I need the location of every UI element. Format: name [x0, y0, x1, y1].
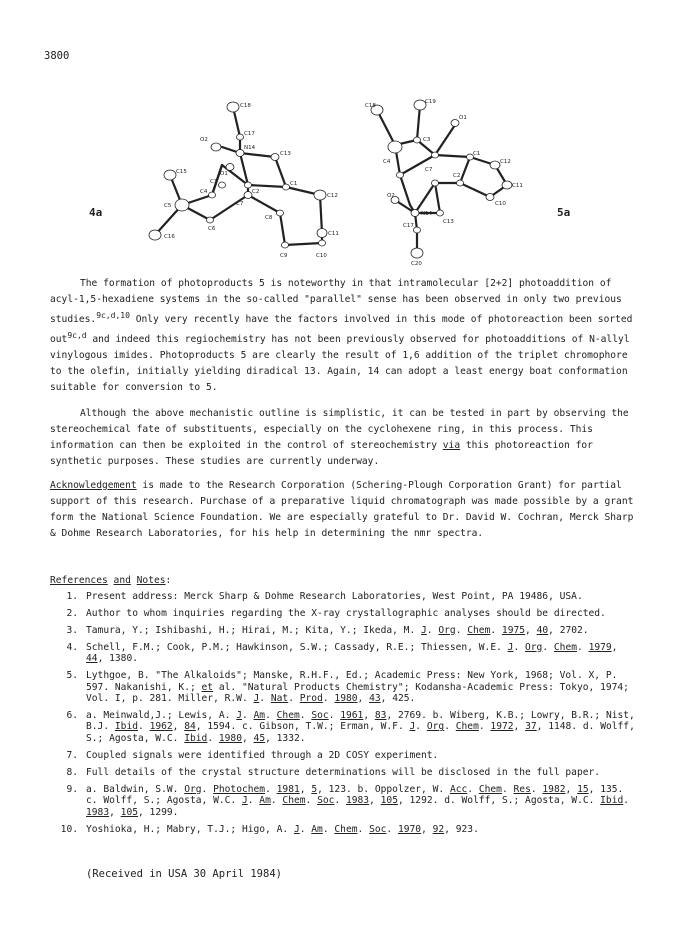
reference-number: 8.	[66, 766, 78, 778]
svg-text:C3: C3	[210, 179, 218, 185]
reference-item	[50, 608, 640, 620]
references-list	[50, 591, 640, 840]
svg-text:N14: N14	[421, 211, 433, 217]
reference-text: Full details of the crystal structure determinations will be disclosed in the full paper.	[86, 766, 601, 778]
svg-text:C12: C12	[327, 193, 338, 199]
svg-text:C2: C2	[453, 173, 461, 179]
reference-text: Lythgoe, B. "The Alkaloids"; Manske, R.H.F., Ed.; Academic Press: New York, 1968; Vol. X, P. 597. Nakanishi, K.; et al. "Natural Products Chemistry"; Kodansha-Academic Press: Tokyo, 1974; Vol. I, p. 281. Miller, R.W. J. Nat. Prod. 1980, 43, 425.	[86, 670, 629, 705]
paragraph-acknowledgement: Acknowledgement is made to the Research Corporation (Schering-Plough Corporation Grant) for partial support of this research. Purchase of a preparative liquid chromatograph was made possible by a grant form the National Science Foundation. We are especially grateful to Dr. David W. Cochran, Merck Sharp & Dohme Research Laboratories, for his help in determining the nmr spectra.	[50, 480, 634, 539]
svg-text:C2: C2	[252, 189, 260, 195]
reference-item	[50, 824, 640, 836]
svg-text:C5: C5	[164, 203, 172, 209]
reference-item	[50, 710, 640, 745]
reference-number: 4.	[66, 641, 78, 653]
reference-item	[50, 625, 640, 637]
citation-superscript: 9c,d,10	[96, 311, 130, 320]
svg-text:C20: C20	[411, 261, 422, 265]
svg-text:C12: C12	[500, 159, 511, 165]
reference-text: Tamura, Y.; Ishibashi, H.; Hirai, M.; Kita, Y.; Ikeda, M. J. Org. Chem. 1975, 40, 2702.	[86, 624, 589, 636]
svg-text:O2: O2	[387, 193, 395, 199]
reference-text: Author to whom inquiries regarding the X-ray crystallographic analyses should be directed.	[86, 607, 606, 619]
received-date: (Received in USA 30 April 1984)	[86, 868, 282, 880]
svg-text:C10: C10	[495, 201, 506, 207]
reference-text: Schell, F.M.; Cook, P.M.; Hawkinson, S.W.; Cassady, R.E.; Thiessen, W.E. J. Org. Chem. 1979, 44, 1380.	[86, 641, 618, 665]
reference-text: Yoshioka, H.; Mabry, T.J.; Higo, A. J. Am. Chem. Soc. 1970, 92, 923.	[86, 823, 479, 835]
reference-number: 1.	[66, 591, 78, 602]
reference-text: Coupled signals were identified through a 2D COSY experiment.	[86, 749, 439, 761]
reference-text: a. Baldwin, S.W. Org. Photochem. 1981, 5, 123. b. Oppolzer, W. Acc. Chem. Res. 1982, 15, 135. c. Wolff, S.; Agosta, W.C. J. Am. Chem. Soc. 1983, 105, 1292. d. Wolff, S.; Agosta, W.C. Ibid. 1983, 105, 1299.	[86, 783, 630, 818]
figure-label-4a: 4a	[89, 206, 103, 219]
reference-item	[50, 591, 640, 603]
references-heading: References and Notes:	[50, 575, 172, 586]
svg-text:C4: C4	[200, 189, 208, 195]
svg-text:C3: C3	[423, 137, 431, 143]
reference-number: 10.	[60, 823, 78, 835]
reference-item	[50, 670, 640, 705]
ortep-structure-5a	[355, 95, 545, 265]
reference-number: 9.	[66, 783, 78, 795]
svg-text:C18: C18	[365, 103, 376, 109]
svg-text:C9: C9	[280, 253, 288, 259]
reference-number: 7.	[66, 749, 78, 761]
svg-text:C17: C17	[244, 131, 255, 137]
reference-number: 3.	[66, 624, 78, 636]
acknowledgement-heading: Acknowledgement	[50, 480, 137, 491]
reference-number: 6.	[66, 709, 78, 721]
svg-text:O2: O2	[200, 137, 208, 143]
svg-text:C10: C10	[316, 253, 327, 259]
reference-text: Present address: Merck Sharp & Dohme Research Laboratories, West Point, PA 19486, USA.	[86, 591, 583, 602]
page-number: 3800	[44, 50, 70, 62]
svg-text:C15: C15	[176, 169, 187, 175]
svg-text:C8: C8	[265, 215, 273, 221]
reference-item	[50, 784, 640, 819]
reference-item	[50, 642, 640, 665]
svg-text:C13: C13	[443, 219, 454, 225]
svg-text:C17: C17	[403, 223, 414, 229]
paragraph-mechanism: Although the above mechanistic outline is simplistic, it can be tested in part by observing the stereochemical fate of substituents, especially on the cyclohexene ring, in this process. This information can then be exploited in the control of stereochemistry via this photoreaction for synthetic purposes. These studies are currently underway.	[50, 408, 629, 467]
svg-text:C19: C19	[425, 99, 436, 105]
svg-text:C16: C16	[164, 234, 175, 240]
citation-superscript: 9c,d	[67, 331, 87, 341]
paragraph-photoproducts: The formation of photoproducts 5 is noteworthy in that intramolecular [2+2] photoaddition of acyl-1,5-hexadiene systems in the so-called "parallel" sense has been observed in only two previous studies.$^{9c,d,10}$ Only very recently have the factors involved in this mode of photoreaction been sorted out$^{9c,d}$ and indeed this regiochemistry has not been previously observed for photoadditions of N-allyl vinylogous imides. Photoproducts 5 are clearly the result of 1,6 addition of the triplet chromophore to the olefin, initially yielding diradical 13. Again, 14 can adopt a least energy boat conformation suitable for conversion to 5.	[50, 278, 633, 394]
svg-text:C1: C1	[473, 151, 481, 157]
reference-item	[50, 767, 640, 779]
ortep-structure-4a	[130, 95, 350, 265]
figure-label-5a: 5a	[557, 206, 571, 219]
svg-text:C11: C11	[512, 183, 523, 189]
reference-text: a. Meinwald,J.; Lewis, A. J. Am. Chem. Soc. 1961, 83, 2769. b. Wiberg, K.B.; Lowry, B.R.; Nist, B.J. Ibid. 1962, 84, 1594. c. Gibson, T.W.; Erman, W.F. J. Org. Chem. 1972, 37, 1148. d. Wolff, S.; Agosta, W.C. Ibid. 1980, 45, 1332.	[86, 709, 635, 744]
svg-text:C11: C11	[328, 231, 339, 237]
svg-text:O1: O1	[459, 115, 467, 121]
svg-text:C7: C7	[236, 201, 244, 207]
reference-item	[50, 750, 640, 762]
svg-text:N14: N14	[244, 145, 256, 151]
svg-text:C6: C6	[208, 226, 216, 232]
svg-text:C13: C13	[280, 151, 291, 157]
svg-text:C7: C7	[425, 167, 433, 173]
svg-text:C1: C1	[290, 181, 298, 187]
reference-number: 2.	[66, 607, 78, 619]
svg-text:C18: C18	[240, 103, 251, 109]
reference-number: 5.	[66, 670, 78, 682]
svg-text:C4: C4	[383, 159, 391, 165]
svg-text:O1: O1	[220, 171, 228, 177]
